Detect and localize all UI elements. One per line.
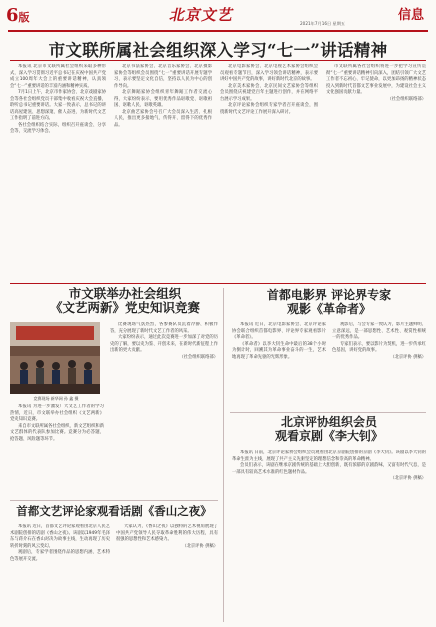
article2-paragraph: 比赛现场气氛热烈，各参赛队员沉着冷静、积极作答，充分展现了新时代文艺工作者的风采。: [110, 322, 218, 334]
article2-column-1: [10, 404, 104, 496]
article5-paragraph: 会员们表示，该剧在继承京剧传统的基础上大胆创新，既有浓郁的京剧韵味，又富有时代气息，是一部具有较高艺术水准的红色题材作品。: [232, 463, 426, 475]
section-name: 信息: [397, 8, 424, 23]
page-header: [0, 0, 436, 34]
article2-paragraph: 来自市文联所属各社会组织、新文艺组织和新文艺群体的代表队参加比赛。竞赛分为必答题、抢答题、风险题等环节。: [10, 423, 104, 442]
masthead-title: 北京文艺: [167, 6, 236, 24]
article5-title-line2: 观看京剧《李大钊》: [274, 428, 383, 443]
article5-body: [232, 450, 426, 622]
lead-paragraph: 北京电影家协会、北京电视艺术家协会组织会员观看专题节目，深入学习领会讲话精神，表示要讲好中国共产党的故事，讲好新时代北京的故事。: [220, 64, 318, 82]
article5-title-line1: 北京评协组织会员: [280, 415, 377, 429]
article3-paragraph: 专家们表示，要以影片为契机，进一步传承红色基因，讲好党的故事。: [332, 341, 426, 353]
header-rule: [8, 30, 428, 32]
lead-paragraph: 北京舞蹈家协会组织青年舞蹈工作者交流心得，大家纷纷表示，要用优秀作品讴歌党、讴歌祖国、讴歌人民、讴歌英雄。: [114, 90, 212, 108]
article4-paragraph: 观剧后，专家学者围绕作品的思想内涵、艺术特色等展开交流。: [10, 550, 110, 562]
lead-column-4: [326, 64, 426, 278]
lead-byline: （社会组织联络部）: [387, 96, 426, 102]
article-divider: [10, 500, 218, 501]
headline-rule: [10, 60, 426, 61]
article3-paragraph: 本报讯 近日，北京电影家协会、北京评论家协会联合组织首都电影界、评论界专家观看影片《革命者》。: [232, 322, 326, 340]
article3-title: [232, 289, 426, 317]
article4-paragraph: 大家认为，《香山之夜》以独特的艺术视角展现了中国共产党领导人民夺取革命胜利的伟大历程，具有很强的思想性和艺术感染力。: [116, 524, 218, 542]
article2-paragraph: 本报讯 为进一步激发广大文艺工作者的学习热情，近日，市文联举办社会组织《文艺两新》党史知识竞赛。: [10, 404, 104, 422]
article2-title-line1: 市文联举办社会组织: [68, 286, 182, 301]
section-divider: [10, 283, 426, 284]
article2-byline: （社会组织联络部）: [179, 354, 218, 360]
article3-title-line2: 观影《革命者》: [286, 301, 371, 316]
page-number: 6版: [6, 5, 30, 26]
article3-column-2: [332, 322, 426, 410]
lead-column-3: [220, 64, 318, 278]
article4-byline: （北京评协 供稿）: [182, 543, 218, 549]
article3-column-1: [232, 322, 326, 410]
lead-paragraph: 北京美术家协会、北京民间文艺家协会等组织会员围绕庆祝建党百年主题进行创作，并在网络平台展示学习成果。: [220, 83, 318, 102]
article2-paragraph: 大家纷纷表示，通过此次竞赛进一步加深了对党的历史的了解，要以史为鉴、开创未来，在新时代新征程上作出新的更大贡献。: [110, 335, 218, 353]
article4-paragraph: 本报讯 近日，首都文艺评论家观看由北京人民艺术剧院创排的话剧《香山之夜》。该剧以1949年毛泽东与蒋介石在香山对决为故事主线，生动再现了历史转折时刻的风云变幻。: [10, 524, 110, 549]
lead-column-1: [10, 64, 106, 278]
article2-title-line2: 《文艺两新》党史知识竞赛: [49, 300, 200, 316]
article2-column-2: [110, 322, 218, 496]
lead-paragraph: 北京曲艺家协会号召广大会员深入生活、扎根人民，推出更多接地气、传得开、留得下的优秀作品。: [114, 109, 212, 128]
lead-paragraph: 市文联所属各社会组织将进一步把学习宣传贯彻“七一”重要讲话精神引向深入，团结引领广大文艺工作者不忘初心、牢记使命，以更加昂扬的精神状态投入到新时代首都文艺事业发展中，为建设社会主义文化强国贡献力量。: [326, 64, 426, 95]
article5-byline: （北京评协 供稿）: [390, 476, 426, 481]
issue-date: 2021年7月16日 星期五: [300, 21, 346, 26]
lead-paragraph: 各社会组织结合实际，组织召开座谈会、分享会等，交流学习体会。: [10, 122, 106, 134]
lead-paragraph: 北京书法家协会、北京音乐家协会、北京摄影家协会等组织会员围绕“七一”重要讲话开展专题学习，表示要坚定文化自信，坚持以人民为中心的创作导向。: [114, 64, 212, 89]
article3-title-line1: 首都电影界 评论界专家: [266, 288, 392, 302]
article4-title: 首都文艺评论家观看话剧《香山之夜》: [16, 504, 212, 518]
article2-title: [40, 287, 210, 316]
article5-paragraph: 本报讯 日前，北京评论家协会组织会员观看由北京京剧院创排的京剧《李大钊》。该剧以李大钊的革命生涯为主线，展现了共产主义先驱坚定的理想信念和崇高的革命精神。: [232, 450, 426, 462]
lead-paragraph: 7月1日上午，北京市作家协会、北京戏剧家协会等各社会组织党员干部集中收看庆祝大会直播，聆听总书记重要讲话。大家一致表示，总书记的讲话高屋建瓴、思想深邃、催人奋进，为新时代文艺工作指明了前进方向。: [10, 90, 106, 121]
lead-paragraph: 北京评论家协会组织专家学者召开座谈会，围绕新时代文艺评论工作展开深入研讨。: [220, 103, 318, 115]
article3-paragraph: 《革命者》以李大钊生命中最后的38个小时为倒计时，回溯其为革命事业奋斗的一生，艺术地再现了革命先驱的光辉形象。: [232, 341, 326, 360]
article-divider: [230, 412, 426, 413]
column-divider: [223, 288, 224, 622]
article4-column-2: [116, 524, 218, 622]
article3-paragraph: 观影后，与会专家一致认为，影片主题鲜明、立意深远，是一部思想性、艺术性、观赏性相统一的优秀作品。: [332, 322, 426, 340]
lead-column-2: [114, 64, 212, 278]
article3-byline: （北京评协 供稿）: [390, 354, 426, 360]
event-photo: [10, 322, 100, 394]
event-photo-image: [10, 322, 100, 394]
article4-column-1: [10, 524, 110, 622]
lead-paragraph: 本报讯 北京市文联所属社会组织采取多种形式，深入学习贯彻习近平总书记在庆祝中国共产党成立100周年大会上的重要讲话精神，认真领会“七一”重要讲话的丰富内涵和精神实质。: [10, 64, 106, 89]
photo-caption: 竞赛现场 新华网 孙 鑫 摄: [33, 396, 79, 401]
lead-headline: 市文联所属社会组织深入学习“七一”讲话精神: [48, 41, 388, 60]
article5-title: [232, 416, 426, 444]
